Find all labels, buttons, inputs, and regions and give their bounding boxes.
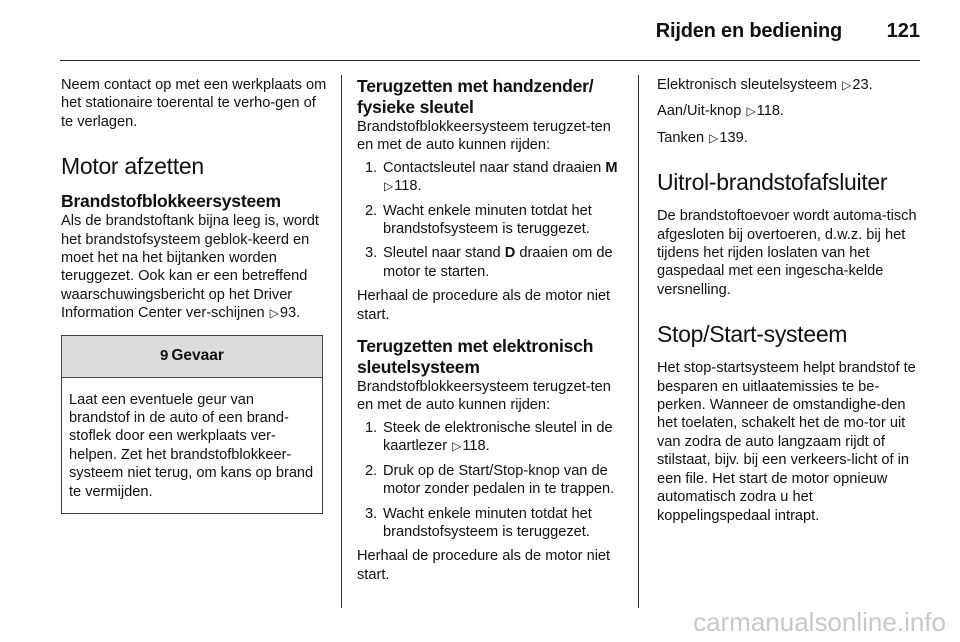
paragraph-stop-start: Het stop-startsysteem helpt brandstof te besparen en uitlaatemissies te be-perken. Wanneer de omstandighe-den het toelaten, schakelt het de mo-tor uit van zodra de auto langzaam rijdt of stilstaat, bijv. bij een verkeers-licht of in een file. Het start de motor opnieuw automatisch zodra u het koppelingspedaal intrapt. <box>657 360 916 524</box>
warning-text: Laat een eventuele geur van brandstof in de auto of een brand-stoflek door een werkplaats ver-helpen. Zet het brandstofblokkeer-systeem niet terug, om kans op brand te vermijden. <box>69 391 314 500</box>
outro-reset-remote: Herhaal de procedure als de motor niet start. <box>357 288 611 323</box>
list-item: 2. Wacht enkele minuten totdat het brandstofsysteem is teruggezet. <box>365 202 592 238</box>
see-also-refuelling: Tanken ▷139. <box>657 129 748 146</box>
heading-motor-afzetten: Motor afzetten <box>61 153 204 180</box>
list-item: 1. Steek de elektronische sleutel in de kaartlezer ▷118. <box>365 419 613 455</box>
list-item: 3. Wacht enkele minuten totdat het brandstofsysteem is teruggezet. <box>365 505 592 540</box>
intro-reset-remote: Brandstofblokkeersysteem terugzet-ten en met de auto kunnen rijden: <box>357 119 611 154</box>
watermark: carmanualsonline.info <box>693 607 946 637</box>
column-divider-1 <box>341 75 342 608</box>
ref-arrow-icon: ▷ <box>746 104 756 119</box>
column-1 <box>61 76 327 514</box>
heading-reset-remote: Terugzetten met handzender/ fysieke sleutel <box>357 76 594 117</box>
ref-arrow-icon: ▷ <box>384 179 394 194</box>
heading-fuel-cutoff-overrun: Uitrol-brandstofafsluiter <box>657 169 888 196</box>
list-item: 3. Sleutel naar stand D draaien om de motor te starten. <box>365 245 613 280</box>
warning-triangle-icon: 9 <box>160 346 169 364</box>
column-3 <box>657 76 923 525</box>
page-ref: 93. <box>279 305 301 322</box>
column-2 <box>357 76 623 584</box>
see-also-electronic-key: Elektronisch sleutelsysteem ▷23. <box>657 77 873 93</box>
list-item: 2. Druk op de Start/Stop-knop van de motor zonder pedalen in te trappen. <box>365 462 615 498</box>
paragraph-idle-speed: Neem contact op met een werkplaats om het stationaire toerental te verho-gen of te verlagen. <box>61 77 327 130</box>
page-header <box>0 0 960 56</box>
subheading-fuel-cutoff: Brandstofblokkeersysteem <box>61 191 281 212</box>
warning-header <box>62 336 322 378</box>
list-item: 1. Contactsleutel naar stand draaien M ▷118. <box>365 159 618 195</box>
paragraph-fuel-cutoff: Als de brandstoftank bijna leeg is, wordt het brandstofsysteem geblok-keerd en moet het na het bijtanken worden teruggezet. Ook kan er een betreffend waarschuwingsbericht op het Driver Information Center ver-schijnen ▷93. <box>61 213 319 322</box>
column-divider-2 <box>638 75 639 608</box>
steps-reset-remote <box>357 159 623 281</box>
header-divider <box>60 60 920 61</box>
ref-arrow-icon: ▷ <box>709 130 719 145</box>
outro-reset-electronic: Herhaal de procedure als de motor niet start. <box>357 548 611 583</box>
steps-reset-electronic <box>357 419 623 541</box>
header-title: Rijden en bediening <box>655 20 842 42</box>
ref-arrow-icon: ▷ <box>842 78 852 92</box>
warning-title: Gevaar <box>171 346 224 364</box>
paragraph-fuel-cutoff-overrun: De brandstoftoevoer wordt automa-tisch afgesloten bij overtoeren, d.w.z. bij het tijdens het rijden loslaten van het gaspedaal met een ingescha-kelde versnelling. <box>657 208 917 298</box>
heading-reset-electronic: Terugzetten met elektronisch sleutelsysteem <box>357 336 594 378</box>
page-number: 121 <box>886 20 920 42</box>
ref-arrow-icon: ▷ <box>269 306 279 321</box>
ref-arrow-icon: ▷ <box>452 439 462 454</box>
warning-box <box>61 335 323 514</box>
see-also-power-button: Aan/Uit-knop ▷118. <box>657 103 784 120</box>
intro-reset-electronic: Brandstofblokkeersysteem terugzet-ten en met de auto kunnen rijden: <box>357 379 611 414</box>
heading-stop-start: Stop/Start-systeem <box>657 321 848 348</box>
